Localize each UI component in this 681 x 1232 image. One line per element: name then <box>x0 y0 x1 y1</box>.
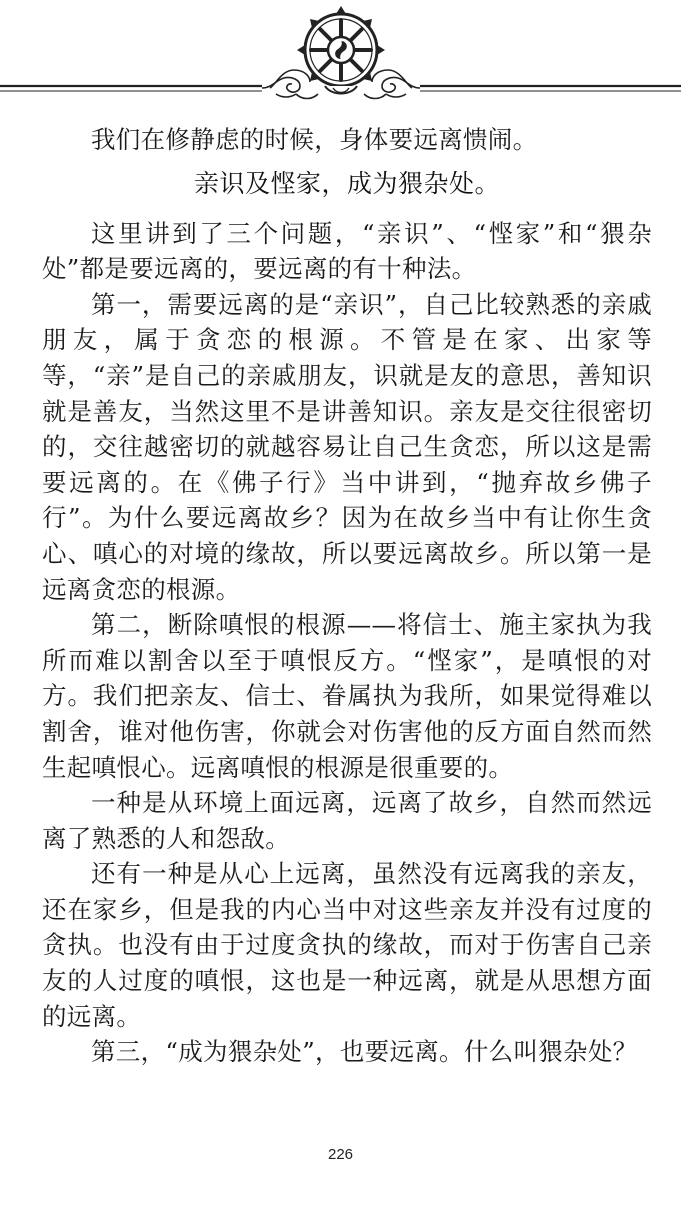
dharma-wheel-icon <box>297 6 385 94</box>
paragraph-1: 这里讲到了三个问题，“亲识”、“悭家”和“猥杂处”都是要远离的，要远离的有十种法。 <box>42 218 652 284</box>
paragraph-5: 还有一种是从心上远离，虽然没有远离我的亲友，还在家乡，但是我的内心当中对这些亲友并没有过度的贪执。也没有由于过度贪执的缘故，而对于伤害自己亲友的人过度的嗔恨，这也是一种远离，就是从思想方面的远离。 <box>42 859 652 1031</box>
intro-paragraph: 我们在修静虑的时候，身体要远离愦闹。 <box>91 125 538 154</box>
paragraph-6: 第三，“成为猥杂处”，也要远离。什么叫猥杂处？ <box>91 1037 638 1067</box>
left-cloud-icon <box>262 70 318 99</box>
page-body <box>42 122 652 1070</box>
paragraph-4: 一种是从环境上面远离，远离了故乡，自然而然远离了熟悉的人和怨敌。 <box>42 788 652 853</box>
paragraph-2: 第一，需要远离的是“亲识”，自己比较熟悉的亲戚朋友，属于贪恋的根源。不管是在家、出家等等，“亲”是自己的亲戚朋友，识就是友的意思，善知识就是善友，当然这里不是讲善知识。亲友是交往很密切的，交往越密切的就越容易让自己生贪恋，所以这是需要远离的。在《佛子行》当中讲到，“抛弃故乡佛子行”。为什么要远离故乡？因为在故乡当中有让你生贪心、嗔心的对境的缘故，所以要远离故乡。所以第一是远离贪恋的根源。 <box>42 289 652 604</box>
page-header <box>0 0 681 110</box>
paragraph-3: 第二，断除嗔恨的根源——将信士、施主家执为我所而难以割舍以至于嗔恨反方。“悭家”，是嗔恨的对方。我们把亲友、信士、眷属执为我所，如果觉得难以割舍，谁对他伤害，你就会对伤害他的反方面自然而然生起嗔恨心。远离嗔恨的根源是很重要的。 <box>42 610 652 782</box>
right-cloud-icon <box>364 70 420 99</box>
verse-title: 亲识及悭家，成为猥杂处。 <box>193 168 500 198</box>
header-ornament <box>0 0 681 110</box>
page-number: 226 <box>327 1146 354 1163</box>
